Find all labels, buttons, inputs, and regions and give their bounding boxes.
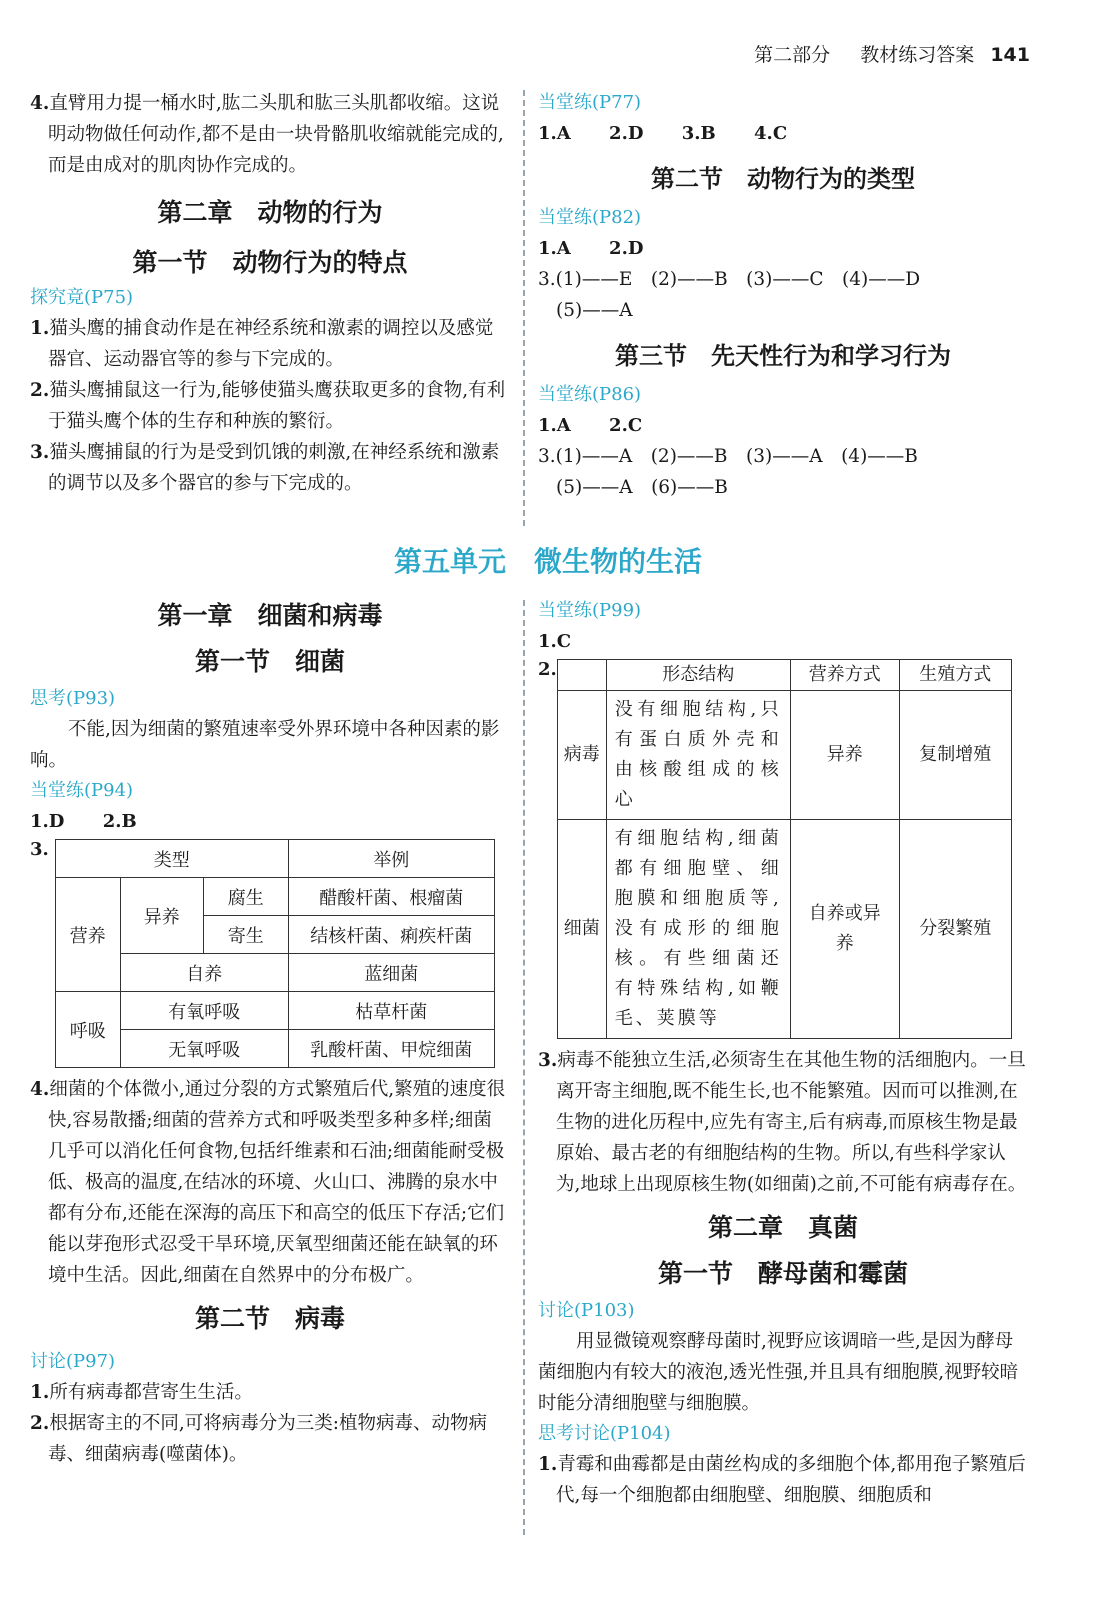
answer-item: 2.根据寄主的不同,可将病毒分为三类:植物病毒、动物病毒、细菌病毒(噬菌体)。 [30, 1413, 487, 1465]
table-header: 形态结构 [606, 660, 790, 691]
table-cell: 营养 [55, 878, 120, 992]
page-header [0, 40, 1030, 67]
exercise-label: 思考(P93) [30, 688, 116, 709]
match-answer-line: (5)——A [556, 300, 633, 321]
exercise-label: 讨论(P103) [538, 1300, 635, 1321]
question-2: 2. 形态结构 营养方式 生殖方式 病毒 没有细胞结构,只有蛋白质外壳和由核酸组成的核心 异养 复制增殖 细菌 有细胞结构,细菌都有细胞壁、细胞膜和细胞质等,没有成形的细胞核。有些细菌还有特殊结构,如鞭毛、荚膜等 自养或异养 分裂繁殖 [538, 659, 1028, 1039]
answer-line: 1.A 2.C [538, 415, 643, 436]
table-header: 类型 [55, 840, 288, 878]
answer-line: 1.A 2.D 3.B 4.C [538, 123, 788, 144]
section-title: 第一节 酵母菌和霉菌 [657, 1259, 908, 1288]
question-3: 3. 类型 举例 营养 异养 腐生 醋酸杆菌、根瘤菌 寄生 结核杆菌、痢疾杆菌 自养 蓝细菌 呼吸 有氧呼吸 枯草杆菌 无氧呼吸 乳酸杆菌、甲烷细菌 [30, 839, 510, 1068]
section-title: 第一节 动物行为的特点 [132, 248, 408, 277]
table-cell: 没有细胞结构,只有蛋白质外壳和由核酸组成的核心 [606, 691, 790, 820]
table-cell: 呼吸 [55, 992, 120, 1068]
table-cell: 异养 [790, 691, 899, 820]
answer-item: 3.猫头鹰捕鼠的行为是受到饥饿的刺激,在神经系统和激素的调节以及多个器官的参与下完成的。 [30, 442, 500, 494]
section-title: 第一节 细菌 [194, 647, 345, 676]
answer-item: 4.细菌的个体微小,通过分裂的方式繁殖后代,繁殖的速度很快,容易散播;细菌的营养方式和呼吸类型多种多样;细菌几乎可以消化任何食物,包括纤维素和石油;细菌能耐受极低、极高的温度,在结冰的环境、火山口、沸腾的泉水中都有分布,还能在深海的高压下和高空的低压下存活;它们能以芽孢形式忍受干旱环境,厌氧型细菌还能在缺氧的环境中生活。因此,细菌在自然界中的分布极广。 [30, 1079, 506, 1286]
table-cell: 无氧呼吸 [120, 1030, 288, 1068]
table-cell: 病毒 [557, 691, 606, 820]
match-answer-line: 3.(1)——A (2)——B (3)——A (4)——B [538, 446, 918, 467]
exercise-label: 当堂练(P86) [538, 384, 642, 405]
table-header: 生殖方式 [899, 660, 1011, 691]
chapter-title: 第一章 细菌和病毒 [157, 601, 383, 630]
virus-bacteria-table [557, 659, 1012, 1039]
exercise-label: 探究竟(P75) [30, 287, 134, 308]
chapter-title: 第二章 真菌 [707, 1213, 858, 1242]
chapter-title: 第二章 动物的行为 [157, 198, 383, 227]
answer-item: 1.猫头鹰的捕食动作是在神经系统和激素的调控以及感觉器官、运动器官等的参与下完成的。 [30, 318, 494, 370]
table-header: 营养方式 [790, 660, 899, 691]
table-cell: 自养或异养 [790, 820, 899, 1039]
exercise-label: 当堂练(P82) [538, 207, 642, 228]
exercise-label: 思考讨论(P104) [538, 1423, 671, 1444]
table-cell: 乳酸杆菌、甲烷细菌 [288, 1030, 494, 1068]
exercise-label: 当堂练(P77) [538, 92, 642, 113]
answer-line: 1.C [538, 631, 572, 652]
table-cell: 异养 [120, 878, 203, 954]
table-cell: 复制增殖 [899, 691, 1011, 820]
header-section: 第二部分 [754, 44, 831, 66]
bottom-right-column [538, 596, 1028, 1511]
table-cell: 枯草杆菌 [288, 992, 494, 1030]
bottom-left-column [30, 590, 510, 1470]
answer-item: 1.所有病毒都营寄生生活。 [30, 1382, 253, 1403]
section-title: 第二节 动物行为的类型 [651, 165, 915, 193]
table-cell: 自养 [120, 954, 288, 992]
section-title: 第二节 病毒 [194, 1304, 345, 1333]
table-cell: 有氧呼吸 [120, 992, 288, 1030]
section-title: 第三节 先天性行为和学习行为 [615, 342, 951, 370]
table-cell: 寄生 [203, 916, 288, 954]
page-number: 141 [990, 44, 1030, 66]
top-right-column [538, 88, 1028, 503]
table-header [557, 660, 606, 691]
answer-item: 2.猫头鹰捕鼠这一行为,能够使猫头鹰获取更多的食物,有利于猫头鹰个体的生存和种族的繁衍。 [30, 380, 506, 432]
table-cell: 分裂繁殖 [899, 820, 1011, 1039]
answer-line: 1.D 2.B [30, 811, 137, 832]
answer-item: 1.青霉和曲霉都是由菌丝构成的多细胞个体,都用孢子繁殖后代,每一个细胞都由细胞壁、细胞膜、细胞质和 [538, 1454, 1026, 1506]
answer-item: 4.直臂用力提一桶水时,肱二头肌和肱三头肌都收缩。这说明动物做任何动作,都不是由一块骨骼肌收缩就能完成的,而是由成对的肌肉协作完成的。 [30, 93, 504, 176]
table-cell: 细菌 [557, 820, 606, 1039]
exercise-label: 讨论(P97) [30, 1351, 116, 1372]
table-header: 举例 [288, 840, 494, 878]
answer-line: 1.A 2.D [538, 238, 644, 259]
table-cell: 结核杆菌、痢疾杆菌 [288, 916, 494, 954]
unit-title: 第五单元 微生物的生活 [393, 545, 702, 578]
match-answer-line: (5)——A (6)——B [556, 477, 728, 498]
column-divider-top [523, 90, 525, 526]
column-divider-bottom [523, 600, 525, 1535]
table-cell: 腐生 [203, 878, 288, 916]
table-cell: 有细胞结构,细菌都有细胞壁、细胞膜和细胞质等,没有成形的细胞核。有些细菌还有特殊结构,如鞭毛、荚膜等 [606, 820, 790, 1039]
match-answer-line: 3.(1)——E (2)——B (3)——C (4)——D [538, 269, 921, 290]
exercise-label: 当堂练(P94) [30, 780, 134, 801]
table-cell: 蓝细菌 [288, 954, 494, 992]
answer-item: 3.病毒不能独立生活,必须寄生在其他生物的活细胞内。一旦离开寄主细胞,既不能生长,也不能繁殖。因而可以推测,在生物的进化历程中,应先有寄主,后有病毒,而原核生物是最原始、最古老的有细胞结构的生物。所以,有些科学家认为,地球上出现原核生物(如细菌)之前,不可能有病毒存在。 [538, 1050, 1027, 1195]
header-title: 教材练习答案 [860, 44, 975, 66]
top-left-column [30, 88, 510, 499]
table-cell: 醋酸杆菌、根瘤菌 [288, 878, 494, 916]
exercise-label: 当堂练(P99) [538, 600, 642, 621]
bacteria-type-table [55, 839, 495, 1068]
answer-paragraph: 用显微镜观察酵母菌时,视野应该调暗一些,是因为酵母菌细胞内有较大的液泡,透光性强,并且具有细胞膜,视野较暗时能分清细胞壁与细胞膜。 [538, 1331, 1019, 1414]
answer-paragraph: 不能,因为细菌的繁殖速率受外界环境中各种因素的影响。 [30, 719, 500, 771]
